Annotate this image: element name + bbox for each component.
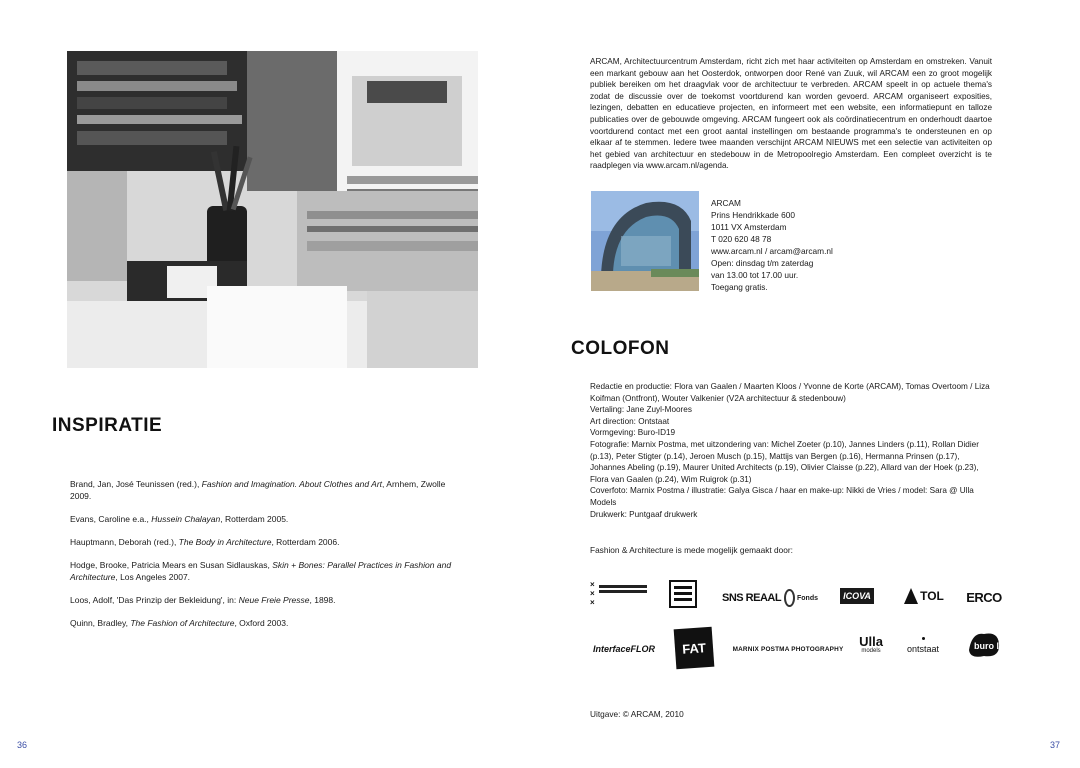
address-line: Toegang gratis. (711, 282, 768, 292)
colofon-credits (590, 381, 992, 520)
page-number-left: 36 (17, 740, 28, 750)
colofon-line: Coverfoto: Marnix Postma / illustratie: Galya Gisca / haar en make-up: Nikki de Vries / model: Sara @ Ulla Models (590, 486, 974, 507)
colofon-line: Redactie en productie: Flora van Gaalen / Maarten Kloos / Yvonne de Korte (ARCAM), Tomas Overtoom / Liza Koifman (Ontfront), Wouter Valkenier (V2A architectuur & stedenbouw) (590, 382, 990, 403)
dot-icon (922, 637, 925, 640)
section-heading-colofon: COLOFON (571, 338, 670, 359)
bibliography-entry: Quinn, Bradley, The Fashion of Architecture, Oxford 2003. (70, 618, 289, 628)
svg-text:×: × (590, 598, 595, 607)
address-line: ARCAM (711, 198, 741, 208)
interfaceflor-logo (589, 641, 659, 657)
ulla-models-logo (855, 632, 887, 658)
sns-fonds-text: Fonds (797, 594, 818, 602)
fat-logo (674, 627, 715, 670)
buro-id19-logo (966, 628, 1016, 660)
address-line: Open: dinsdag t/m zaterdag (711, 258, 814, 268)
erco-logo (965, 588, 1003, 606)
bibliography-entry: Evans, Caroline e.a., Hussein Chalayan, Rotterdam 2005. (70, 514, 289, 524)
bibliography-list (70, 478, 465, 640)
ulla-models-text: models (861, 648, 881, 654)
ulla-wordmark: Ulla (859, 634, 883, 649)
printed-matter-logo (668, 580, 698, 608)
arcam-address-block (711, 197, 833, 293)
marnix-postma-logo (732, 642, 844, 656)
erco-wordmark: ERCO (966, 589, 1002, 605)
marnix-postma-wordmark: MARNIX POSTMA PHOTOGRAPHY (732, 645, 844, 653)
colofon-line: Vertaling: Jane Zuyl-Moores (590, 405, 692, 415)
sns-reaal-logo (722, 588, 818, 608)
buro-id19-wordmark: buro ID19 (974, 641, 1016, 651)
ontstaat-logo (900, 633, 946, 657)
sponsor-intro: Fashion & Architecture is mede mogelijk gemaakt door: (590, 545, 793, 555)
address-line: www.arcam.nl / arcam@arcam.nl (711, 246, 833, 256)
colofon-line: Art direction: Ontstaat (590, 416, 670, 426)
svg-text:×: × (590, 580, 595, 589)
arcam-building-photo (591, 191, 699, 291)
arcam-intro-text: ARCAM, Architectuurcentrum Amsterdam, richt zich met haar activiteiten op Amsterdam en omstreken. Vanuit een markant gebouw aan het Oosterdok, ontworpen door René van Zuuk, wil ARCAM een zo groot mogelijk publiek bereiken om het draagvlak voor de architectuur te verbreden. ARCAM speelt in op actuele thema's zodat de discussie over de toekomst voortdurend kan worden gevoerd. ARCAM organiseert exposities, lezingen, debatten en educatieve projecten, en informeert met een website, een informatiepunt en talloze publicaties over de gebouwde omgeving. ARCAM fungeert ook als coördinatiecentrum en onderhoudt daartoe voortdurend contact met een groot aantal instellingen om bestaande programma's te ondersteunen en op elkaar af te stemmen. Iedere twee maanden verschijnt ARCAM NIEUWS met een selectie van activiteiten op het gebied van architectuur en stedebouw in de Metropoolregio Amsterdam. Een compleet overzicht is te raadplegen via www.arcam.nl/agenda. (590, 57, 992, 171)
tree-icon (904, 588, 918, 604)
colofon-line: Drukwerk: Puntgaaf drukwerk (590, 509, 698, 519)
address-line: T 020 620 48 78 (711, 234, 772, 244)
colofon-line: Vormgeving: Buro-ID19 (590, 428, 676, 438)
tol-wordmark: TOL (920, 589, 944, 603)
colofon-line: Fotografie: Marnix Postma, met uitzondering van: Michel Zoeter (p.10), Jannes Linders (p.11), Rollan Didier (p.13), Peter Stigter (p.14), Jeroen Musch (p.15), Mattijs van Bergen (p.16), Hermanna Prinsen (p.17), Johannes Abeling (p.19), Maurer United Architects (p.19), Olivier Claisse (p.22), Allard van der Hoek (p.23), Flora van Gaalen (p.24), Wim Ruigrok (p.31) (590, 439, 979, 484)
address-line: van 13.00 tot 17.00 uur. (711, 270, 799, 280)
svg-text:×: × (590, 589, 595, 598)
icova-logo (840, 588, 874, 604)
bibliography-entry: Loos, Adolf, 'Das Prinzip der Bekleidung', in: Neue Freie Presse, 1898. (70, 595, 336, 605)
sns-reaal-wordmark: SNS REAAL (722, 592, 782, 604)
address-line: 1011 VX Amsterdam (711, 222, 787, 232)
desk-photo (67, 51, 478, 368)
bibliography-entry: Hodge, Brooke, Patricia Mears en Susan Sidlauskas, Skin + Bones: Parallel Practices in Fashion and Architecture, Los Angeles 2007. (70, 560, 452, 582)
fat-wordmark: FAT (681, 639, 707, 657)
publication-note: Uitgave: © ARCAM, 2010 (590, 709, 684, 719)
bibliography-entry: Hauptmann, Deborah (red.), The Body in Architecture, Rotterdam 2006. (70, 537, 340, 547)
amsterdam-fund-logo (590, 578, 650, 612)
icova-wordmark: ICOVA (843, 591, 871, 601)
tol-logo (903, 586, 945, 606)
page-number-right: 37 (1050, 740, 1061, 750)
address-line: Prins Hendrikkade 600 (711, 210, 795, 220)
section-heading-inspiratie: INSPIRATIE (52, 415, 163, 436)
interfaceflor-wordmark: InterfaceFLOR (592, 644, 655, 654)
sun-icon (784, 589, 795, 607)
ontstaat-wordmark: ontstaat (906, 643, 940, 654)
bibliography-entry: Brand, Jan, José Teunissen (red.), Fashion and Imagination. About Clothes and Art, Arnhem, Zwolle 2009. (70, 479, 446, 501)
